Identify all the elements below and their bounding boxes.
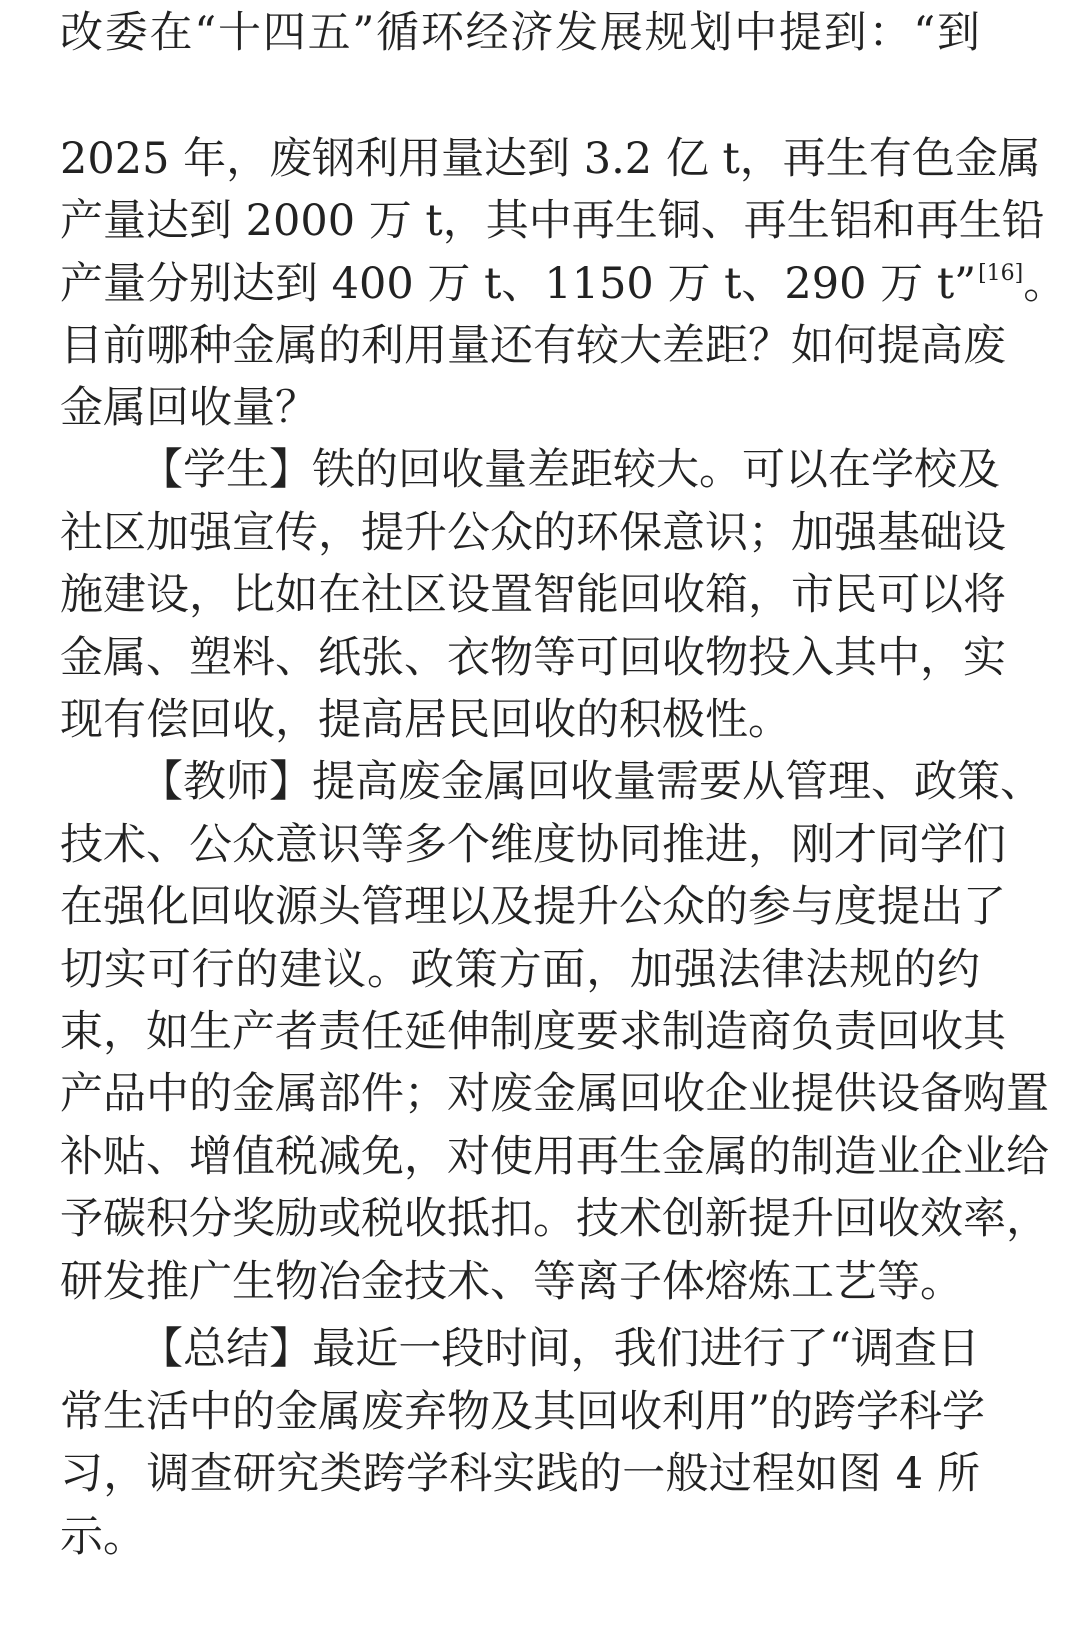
text-line: 束，如生产者责任延伸制度要求制造商负责回收其	[60, 1007, 1006, 1057]
text-line-with-citation	[60, 256, 1067, 312]
text-line: 予碳积分奖励或税收抵扣。技术创新提升回收效率，	[60, 1194, 1049, 1244]
line-tail: 。	[1023, 259, 1067, 309]
text-line: 改委在“十四五”循环经济发展规划中提到：“到	[60, 8, 980, 58]
text-line: 目前哪种金属的利用量还有较大差距？如何提高废	[60, 321, 1006, 371]
text-line: 研发推广生物冶金技术、等离子体熔炼工艺等。	[60, 1257, 963, 1307]
text-line: 金属、塑料、纸张、衣物等可回收物投入其中，实	[60, 633, 1006, 683]
teacher-paragraph-start: 【教师】提高废金属回收量需要从管理、政策、	[140, 757, 1043, 807]
student-paragraph-start: 【学生】铁的回收量差距较大。可以在学校及	[140, 445, 1000, 495]
text-line: 在强化回收源头管理以及提升公众的参与度提出了	[60, 882, 1006, 932]
summary-paragraph-start: 【总结】最近一段时间，我们进行了“调查日	[140, 1324, 980, 1374]
text-line: 切实可行的建议。政策方面，加强法律法规的约	[60, 945, 980, 995]
text-line: 产量达到 2000 万 t，其中再生铜、再生铝和再生铅	[60, 196, 1045, 246]
text-line: 2025 年，废钢利用量达到 3.2 亿 t，再生有色金属	[60, 134, 1041, 184]
text-line: 产品中的金属部件；对废金属回收企业提供设备购置	[60, 1069, 1049, 1119]
text-line: 补贴、增值税减免，对使用再生金属的制造业企业给	[60, 1132, 1049, 1182]
line-text: 产量分别达到 400 万 t、1150 万 t、290 万 t”	[60, 259, 977, 309]
text-line: 习，调查研究类跨学科实践的一般过程如图 4 所	[60, 1449, 980, 1499]
text-line: 示。	[60, 1512, 146, 1562]
text-line: 施建设，比如在社区设置智能回收箱，市民可以将	[60, 570, 1006, 620]
text-line: 金属回收量？	[60, 383, 318, 433]
text-line: 现有偿回收，提高居民回收的积极性。	[60, 695, 791, 745]
text-line: 技术、公众意识等多个维度协同推进，刚才同学们	[60, 820, 1006, 870]
text-line: 常生活中的金属废弃物及其回收利用”的跨学科学	[60, 1387, 985, 1437]
text-line: 社区加强宣传，提升公众的环保意识；加强基础设	[60, 508, 1006, 558]
citation-marker: [16]	[978, 261, 1024, 286]
